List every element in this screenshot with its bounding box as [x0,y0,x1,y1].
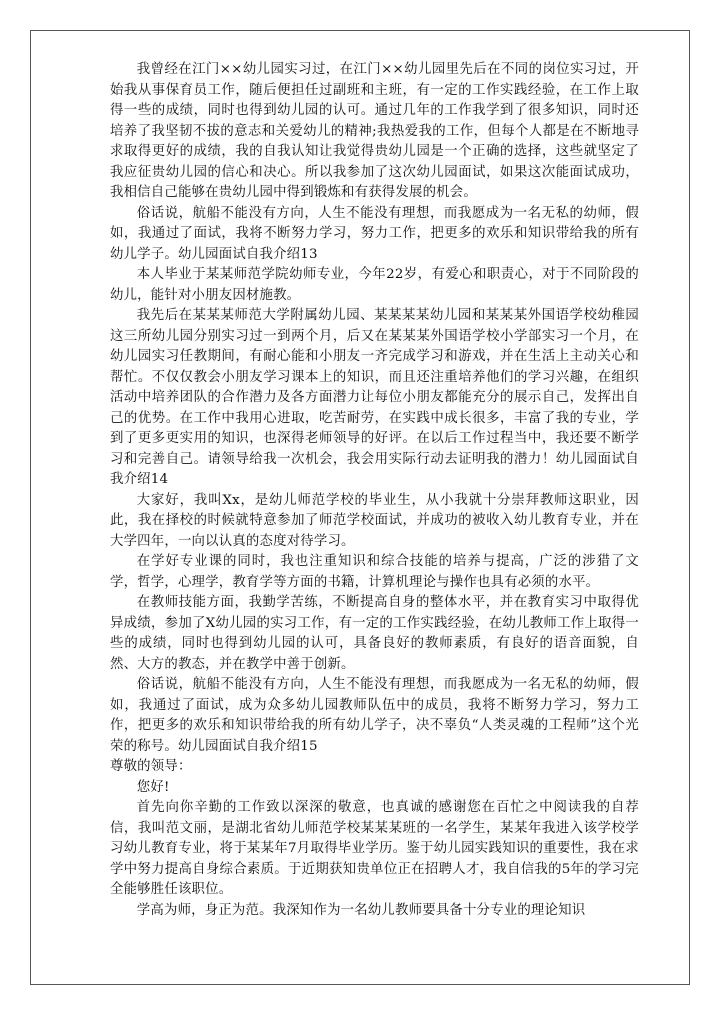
paragraph: 在学好专业课的同时，我也注重知识和综合技能的培养与提高，广泛的涉猎了文学，哲学，心理学，教育学等方面的书籍，计算机理论与操作也具有必须的水平。 [110,554,639,590]
paragraph: 俗话说，航船不能没有方向，人生不能没有理想，而我愿成为一名无私的幼师，假如，我通过了面试，我将不断努力学习，努力工作，把更多的欢乐和知识带给我的所有幼儿学子。幼儿园面试自我介绍13 [110,205,639,262]
document-body [110,60,639,921]
paragraph: 学高为师，身正为范。我深知作为一名幼儿教师要具备十分专业的理论知识 [136,902,586,918]
paragraph: 我曾经在江门××幼儿园实习过，在江门××幼儿园里先后在不同的岗位实习过，开始我从事保育员工作，随后便担任过副班和主班，有一定的工作实践经验，在工作上取得一些的成绩，同时也得到幼儿园的认可。通过几年的工作我学到了很多知识，同时还培养了我坚韧不拔的意志和关爱幼儿的精神;我热爱我的工作，但每个人都是在不断地寻求取得更好的成绩，我的自我认知让我觉得贵幼儿园是一个正确的选择，这些就坚定了我应征贵幼儿园的信心和决心。所以我参加了这次幼儿园面试，如果这次能面试成功，我相信自己能够在贵幼儿园中得到锻炼和有获得发展的机会。 [110,62,639,200]
paragraph: 大家好，我叫Xx，是幼儿师范学校的毕业生，从小我就十分崇拜教师这职业，因此，我在择校的时候就特意参加了师范学校面试，并成功的被收入幼儿教育专业，并在大学四年，一向以认真的态度对待学习。 [110,492,639,549]
page-border [30,30,690,985]
paragraph: 首先向你辛勤的工作致以深深的敬意，也真诚的感谢您在百忙之中阅读我的自荐信，我叫范文丽，是湖北省幼儿师范学校某某某班的一名学生，某某年我进入该学校学习幼儿教育专业，将于某某年7月取得毕业学历。鉴于幼儿园实践知识的重要性，我在求学中努力提高自身综合素质。于近期获知贵单位正在招聘人才，我自信我的5年的学习完全能够胜任该职位。 [110,800,639,897]
paragraph: 我先后在某某某师范大学附属幼儿园、某某某某幼儿园和某某某外国语学校幼稚园这三所幼儿园分别实习过一到两个月，后又在某某某外国语学校小学部实习一个月，在幼儿园实习任教期间，有耐心能和小朋友一齐完成学习和游戏，并在生活上主动关心和帮忙。不仅仅教会小朋友学习课本上的知识，而且还注重培养他们的学习兴趣，在组织活动中培养团队的合作潜力及各方面潜力让每位小朋友都能充分的展示自己，发挥出自己的优势。在工作中我用心进取，吃苦耐劳，在实践中成长很多，丰富了我的专业，学到了更多更实用的知识，也深得老师领导的好评。在以后工作过程当中，我还要不断学习和完善自己。请领导给我一次机会，我会用实际行动去证明我的潜力！幼儿园面试自我介绍14 [110,308,639,487]
paragraph: 本人毕业于某某师范学院幼师专业，今年22岁，有爱心和职责心，对于不同阶段的幼儿，能针对小朋友因材施教。 [110,267,639,303]
paragraph: 俗话说，航船不能没有方向，人生不能没有理想，而我愿成为一名无私的幼师，假如，我通过了面试，成为众多幼儿园教师队伍中的成员，我将不断努力学习，努力工作，把更多的欢乐和知识带给我的所有幼儿学子，决不辜负“人类灵魂的工程师”这个光荣的称号。幼儿园面试自我介绍15 [110,677,639,754]
paragraph: 在教师技能方面，我勤学苦练，不断提高自身的整体水平，并在教育实习中取得优异成绩，参加了X幼儿园的实习工作，有一定的工作实践经验，在幼儿教师工作上取得一些的成绩，同时也得到幼儿园的认可，具备良好的教师素质，有良好的语音面貌，自然、大方的教态，并在教学中善于创新。 [110,595,639,672]
greeting: 您好! [136,779,170,795]
salutation: 尊敬的领导： [110,759,192,774]
